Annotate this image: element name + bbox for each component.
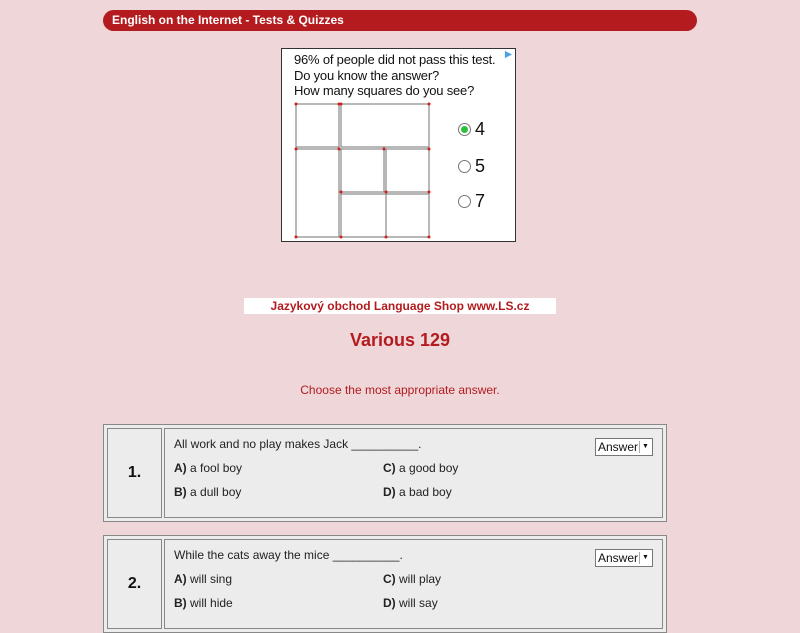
- radio-icon[interactable]: [458, 160, 471, 173]
- ad-option-7[interactable]: [458, 191, 485, 211]
- question-text: All work and no play makes Jack __________.: [174, 437, 422, 451]
- question-body: [164, 539, 663, 629]
- choice-text: will say: [399, 596, 438, 610]
- choice-letter: C): [383, 461, 396, 475]
- ad-option-5[interactable]: [458, 156, 485, 176]
- choice-letter: A): [174, 572, 187, 586]
- dropdown-arrow-icon[interactable]: ▼: [639, 552, 651, 564]
- answer-select-label: Answer: [598, 551, 639, 565]
- choice-letter: C): [383, 572, 396, 586]
- question-body: [164, 428, 663, 518]
- question-text: While the cats away the mice __________.: [174, 548, 403, 562]
- choice-letter: D): [383, 596, 396, 610]
- choice-text: will hide: [190, 596, 233, 610]
- dropdown-arrow-icon[interactable]: ▼: [639, 441, 651, 453]
- advertisement-banner[interactable]: [281, 48, 516, 242]
- radio-selected-icon[interactable]: [458, 123, 471, 136]
- language-shop-link[interactable]: Jazykový obchod Language Shop www.LS.cz: [244, 298, 556, 314]
- choice-d: [383, 596, 438, 610]
- choice-d: [383, 485, 452, 499]
- question-2: [103, 535, 667, 633]
- choice-b: [174, 485, 241, 499]
- ad-line-2: Do you know the answer?: [294, 67, 439, 83]
- site-header-bar: [103, 10, 697, 31]
- choice-c: [383, 572, 441, 586]
- choice-text: a dull boy: [190, 485, 242, 499]
- choice-text: a fool boy: [190, 461, 243, 475]
- choice-text: will sing: [190, 572, 233, 586]
- ad-option-label: 5: [475, 155, 486, 176]
- choice-letter: B): [174, 596, 187, 610]
- choice-a: [174, 572, 232, 586]
- page-title: Various 129: [349, 330, 451, 350]
- choice-b: [174, 596, 233, 610]
- choice-text: a good boy: [399, 461, 459, 475]
- answer-select-label: Answer: [598, 440, 639, 454]
- squares-puzzle-graphic: [294, 102, 434, 240]
- radio-icon[interactable]: [458, 195, 471, 208]
- answer-select[interactable]: [595, 549, 653, 567]
- question-number: 2.: [107, 539, 162, 629]
- choice-text: a bad boy: [399, 485, 452, 499]
- ad-option-label: 4: [475, 118, 486, 139]
- choice-text: will play: [399, 572, 442, 586]
- instructions: Choose the most appropriate answer.: [300, 383, 500, 397]
- choice-c: [383, 461, 458, 475]
- choice-a: [174, 461, 242, 475]
- ad-line-3: How many squares do you see?: [294, 83, 475, 98]
- ad-option-label: 7: [475, 190, 486, 211]
- question-number: 1.: [107, 428, 162, 518]
- choice-letter: A): [174, 461, 187, 475]
- adchoices-icon[interactable]: [504, 50, 513, 59]
- ad-text: [294, 52, 495, 99]
- question-1: [103, 424, 667, 522]
- choice-letter: D): [383, 485, 396, 499]
- choice-letter: B): [174, 485, 187, 499]
- answer-select[interactable]: [595, 438, 653, 456]
- ad-line-1: 96% of people did not pass this test.: [294, 52, 496, 67]
- site-title[interactable]: English on the Internet - Tests & Quizzes: [112, 13, 344, 27]
- ad-option-4[interactable]: [458, 119, 485, 139]
